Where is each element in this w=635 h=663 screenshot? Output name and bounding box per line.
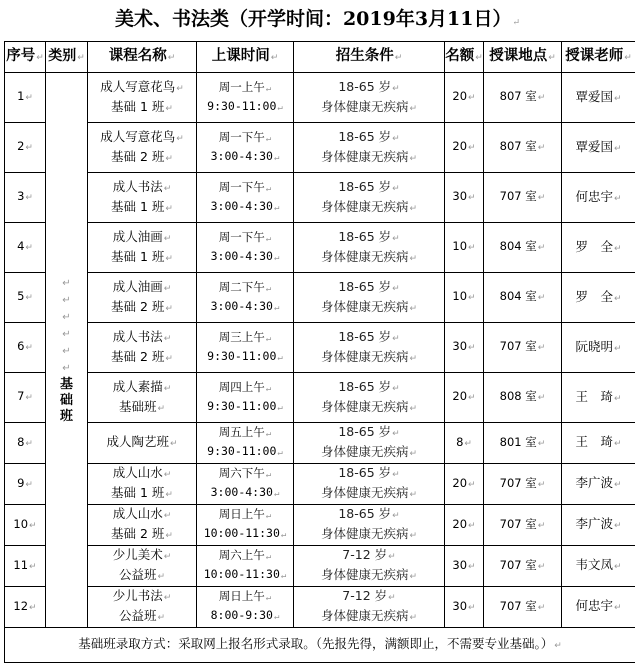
class-time: 周日上午 ↵ 10:00-11:30 ↵ bbox=[197, 505, 294, 546]
course-name: 成人写意花鸟 ↵ 基础 1 班 ↵ bbox=[88, 73, 197, 123]
quota: 30 ↵ bbox=[445, 587, 484, 628]
location: 707 室 ↵ bbox=[484, 173, 562, 223]
category-label: 基础班 bbox=[60, 377, 74, 425]
quota: 20 ↵ bbox=[445, 123, 484, 173]
table-row bbox=[5, 173, 635, 223]
course-name: 成人写意花鸟 ↵ 基础 2 班 ↵ bbox=[88, 123, 197, 173]
page-title: 美术、书法类（开学时间：2019年3月11日） ↵ bbox=[0, 4, 635, 31]
quota: 8 ↵ bbox=[445, 423, 484, 464]
table-row bbox=[5, 223, 635, 273]
class-time: 周四上午 ↵ 9:30-11:00 ↵ bbox=[197, 373, 294, 423]
enrollment-requirements: 18-65 岁 ↵ 身体健康无疾病 ↵ bbox=[294, 273, 445, 323]
course-name: 成人油画 ↵ 基础 2 班 ↵ bbox=[88, 273, 197, 323]
row-number: 9 ↵ bbox=[5, 464, 46, 505]
enrollment-requirements: 18-65 岁 ↵ 身体健康无疾病 ↵ bbox=[294, 173, 445, 223]
row-number: 11 ↵ bbox=[5, 546, 46, 587]
teacher: 覃爱国 ↵ bbox=[562, 123, 635, 173]
location: 807 室 ↵ bbox=[484, 123, 562, 173]
table-row bbox=[5, 464, 635, 505]
category-cell: ↵ ↵ ↵ ↵ ↵ ↵ 基础班 bbox=[46, 73, 88, 628]
row-number: 4 ↵ bbox=[5, 223, 46, 273]
column-header: 授课地点 ↵ bbox=[484, 42, 562, 73]
course-name: 成人素描 ↵ 基础班 ↵ bbox=[88, 373, 197, 423]
table-row bbox=[5, 323, 635, 373]
teacher: 罗 全 ↵ bbox=[562, 273, 635, 323]
row-number: 2 ↵ bbox=[5, 123, 46, 173]
quota: 20 ↵ bbox=[445, 373, 484, 423]
class-time: 周一下午 ↵ 3:00-4:30 ↵ bbox=[197, 173, 294, 223]
class-time: 周六下午 ↵ 3:00-4:30 ↵ bbox=[197, 464, 294, 505]
table-row bbox=[5, 273, 635, 323]
course-name: 成人油画 ↵ 基础 1 班 ↵ bbox=[88, 223, 197, 273]
enrollment-requirements: 18-65 岁 ↵ 身体健康无疾病 ↵ bbox=[294, 73, 445, 123]
footer-row bbox=[5, 628, 635, 663]
quota: 30 ↵ bbox=[445, 323, 484, 373]
location: 707 室 ↵ bbox=[484, 546, 562, 587]
quota: 30 ↵ bbox=[445, 173, 484, 223]
course-table bbox=[4, 41, 635, 663]
enrollment-requirements: 7-12 岁 ↵ 身体健康无疾病 ↵ bbox=[294, 546, 445, 587]
column-header: 类别 ↵ bbox=[46, 42, 88, 73]
class-time: 周一下午 ↵ 3:00-4:30 ↵ bbox=[197, 123, 294, 173]
quota: 20 ↵ bbox=[445, 73, 484, 123]
enrollment-requirements: 18-65 岁 ↵ 身体健康无疾病 ↵ bbox=[294, 373, 445, 423]
enrollment-requirements: 18-65 岁 ↵ 身体健康无疾病 ↵ bbox=[294, 423, 445, 464]
location: 707 室 ↵ bbox=[484, 587, 562, 628]
quota: 10 ↵ bbox=[445, 273, 484, 323]
course-name: 少儿书法 ↵ 公益班 ↵ bbox=[88, 587, 197, 628]
course-name: 成人山水 ↵ 基础 2 班 ↵ bbox=[88, 505, 197, 546]
teacher: 王 琦 ↵ bbox=[562, 373, 635, 423]
class-time: 周六上午 ↵ 10:00-11:30 ↵ bbox=[197, 546, 294, 587]
teacher: 覃爱国 ↵ bbox=[562, 73, 635, 123]
table-row bbox=[5, 73, 635, 123]
enrollment-requirements: 18-65 岁 ↵ 身体健康无疾病 ↵ bbox=[294, 464, 445, 505]
column-header: 招生条件 ↵ bbox=[294, 42, 445, 73]
location: 707 室 ↵ bbox=[484, 464, 562, 505]
column-header: 授课老师 ↵ bbox=[562, 42, 635, 73]
row-number: 5 ↵ bbox=[5, 273, 46, 323]
class-time: 周一上午 ↵ 9:30-11:00 ↵ bbox=[197, 73, 294, 123]
class-time: 周二下午 ↵ 3:00-4:30 ↵ bbox=[197, 273, 294, 323]
column-header: 上课时间 ↵ bbox=[197, 42, 294, 73]
teacher: 何忠宇 ↵ bbox=[562, 173, 635, 223]
table-row bbox=[5, 373, 635, 423]
course-name: 成人书法 ↵ 基础 2 班 ↵ bbox=[88, 323, 197, 373]
row-number: 8 ↵ bbox=[5, 423, 46, 464]
column-header: 序号 ↵ bbox=[5, 42, 46, 73]
location: 707 室 ↵ bbox=[484, 323, 562, 373]
location: 807 室 ↵ bbox=[484, 73, 562, 123]
course-name: 少儿美术 ↵ 公益班 ↵ bbox=[88, 546, 197, 587]
enrollment-requirements: 18-65 岁 ↵ 身体健康无疾病 ↵ bbox=[294, 123, 445, 173]
column-header: 名额 ↵ bbox=[445, 42, 484, 73]
location: 808 室 ↵ bbox=[484, 373, 562, 423]
enrollment-requirements: 18-65 岁 ↵ 身体健康无疾病 ↵ bbox=[294, 323, 445, 373]
teacher: 李广波 ↵ bbox=[562, 505, 635, 546]
table-header-row bbox=[5, 42, 635, 73]
row-number: 1 ↵ bbox=[5, 73, 46, 123]
teacher: 王 琦 ↵ bbox=[562, 423, 635, 464]
location: 804 室 ↵ bbox=[484, 223, 562, 273]
enrollment-requirements: 18-65 岁 ↵ 身体健康无疾病 ↵ bbox=[294, 223, 445, 273]
row-number: 12 ↵ bbox=[5, 587, 46, 628]
quota: 10 ↵ bbox=[445, 223, 484, 273]
class-time: 周一下午 ↵ 3:00-4:30 ↵ bbox=[197, 223, 294, 273]
table-row bbox=[5, 423, 635, 464]
column-header: 课程名称 ↵ bbox=[88, 42, 197, 73]
enrollment-requirements: 18-65 岁 ↵ 身体健康无疾病 ↵ bbox=[294, 505, 445, 546]
footer-note: 基础班录取方式：采取网上报名形式录取。（先报先得，满额即止，不需要专业基础。） ↵ bbox=[5, 628, 635, 663]
teacher: 何忠宇 ↵ bbox=[562, 587, 635, 628]
location: 707 室 ↵ bbox=[484, 505, 562, 546]
quota: 30 ↵ bbox=[445, 546, 484, 587]
teacher: 李广波 ↵ bbox=[562, 464, 635, 505]
quota: 20 ↵ bbox=[445, 464, 484, 505]
teacher: 阮晓明 ↵ bbox=[562, 323, 635, 373]
course-name: 成人山水 ↵ 基础 1 班 ↵ bbox=[88, 464, 197, 505]
enrollment-requirements: 7-12 岁 ↵ 身体健康无疾病 ↵ bbox=[294, 587, 445, 628]
location: 801 室 ↵ bbox=[484, 423, 562, 464]
table-row bbox=[5, 546, 635, 587]
row-number: 3 ↵ bbox=[5, 173, 46, 223]
class-time: 周日上午 ↵ 8:00-9:30 ↵ bbox=[197, 587, 294, 628]
row-number: 6 ↵ bbox=[5, 323, 46, 373]
class-time: 周五上午 ↵ 9:30-11:00 ↵ bbox=[197, 423, 294, 464]
course-name: 成人书法 ↵ 基础 1 班 ↵ bbox=[88, 173, 197, 223]
course-name: 成人陶艺班 ↵ bbox=[88, 423, 197, 464]
row-number: 7 ↵ bbox=[5, 373, 46, 423]
teacher: 罗 全 ↵ bbox=[562, 223, 635, 273]
table-row bbox=[5, 587, 635, 628]
teacher: 韦文凤 ↵ bbox=[562, 546, 635, 587]
class-time: 周三上午 ↵ 9:30-11:00 ↵ bbox=[197, 323, 294, 373]
quota: 20 ↵ bbox=[445, 505, 484, 546]
row-number: 10 ↵ bbox=[5, 505, 46, 546]
table-row bbox=[5, 505, 635, 546]
location: 804 室 ↵ bbox=[484, 273, 562, 323]
table-row bbox=[5, 123, 635, 173]
